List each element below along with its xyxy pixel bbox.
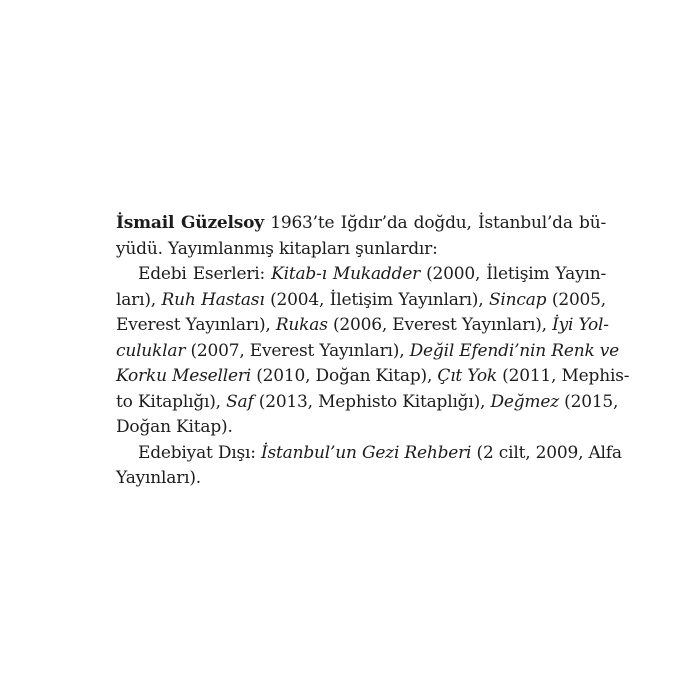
literary-works-line-3 bbox=[116, 313, 609, 339]
bio-text: (2006, Everest Yayınları), bbox=[327, 315, 553, 335]
literary-works-line-6 bbox=[116, 390, 619, 416]
bio-text: (2013, Mephisto Kitaplığı), bbox=[253, 391, 491, 412]
bio-intro-line-1 bbox=[116, 211, 606, 237]
book-title: Rukas bbox=[275, 315, 328, 335]
bio-text: Edebiyat Dışı: bbox=[138, 442, 262, 463]
bio-text: (2005, bbox=[546, 289, 606, 310]
bio-text: (2011, Mephis- bbox=[496, 366, 630, 386]
bio-text: ları), bbox=[116, 289, 162, 310]
literary-works-line-1 bbox=[138, 262, 606, 288]
nonliterary-works-line-2 bbox=[116, 466, 606, 492]
bio-intro-line-2: yüdü. Yayımlanmış kitapları şunlardır: bbox=[116, 238, 438, 259]
bio-text: (2015, bbox=[558, 391, 619, 412]
bio-text: (2000, İletişim Yayın- bbox=[420, 264, 607, 284]
bio-intro-paragraph bbox=[116, 211, 606, 262]
literary-works-line-7 bbox=[116, 415, 606, 441]
book-title: culuklar bbox=[116, 340, 186, 361]
bio-text: Edebi Eserleri: bbox=[138, 264, 272, 284]
book-title: Kitab-ı Mukadder bbox=[271, 264, 421, 284]
book-title: Değmez bbox=[490, 391, 559, 412]
book-title: Ruh Hastası bbox=[161, 289, 265, 310]
bio-text: Yayınları). bbox=[116, 468, 201, 488]
bio-text: (2010, Doğan Kitap), bbox=[251, 366, 438, 386]
bio-text: Doğan Kitap). bbox=[116, 417, 233, 437]
literary-works-line-5 bbox=[116, 364, 630, 390]
author-bio bbox=[116, 211, 630, 492]
book-title: Sincap bbox=[488, 289, 547, 310]
bio-text: (2004, İletişim Yayınları), bbox=[264, 289, 489, 310]
book-title: Değil Efendi’nin Renk ve bbox=[409, 340, 620, 361]
bio-text: (2 cilt, 2009, Alfa bbox=[471, 442, 622, 463]
bio-intro-text-1: 1963’te Iğdır’da doğdu, İstanbul’da bü- bbox=[263, 213, 606, 233]
book-title: Saf bbox=[226, 391, 254, 412]
bio-text: Everest Yayınları), bbox=[116, 315, 276, 335]
book-title: İstanbul’un Gezi Rehberi bbox=[261, 442, 472, 463]
bio-text: (2007, Everest Yayınları), bbox=[185, 340, 410, 361]
nonliterary-works-line-1 bbox=[138, 441, 622, 467]
literary-works-line-4 bbox=[116, 339, 620, 365]
literary-works-line-2 bbox=[116, 288, 606, 314]
nonliterary-works-paragraph bbox=[116, 441, 622, 492]
book-title: Korku Meselleri bbox=[116, 366, 252, 386]
author-name: İsmail Güzelsoy bbox=[116, 213, 264, 233]
book-title: Çıt Yok bbox=[437, 366, 497, 386]
book-title: İyi Yol- bbox=[552, 315, 609, 335]
bio-text: to Kitaplığı), bbox=[116, 391, 227, 412]
literary-works-paragraph bbox=[116, 262, 630, 441]
